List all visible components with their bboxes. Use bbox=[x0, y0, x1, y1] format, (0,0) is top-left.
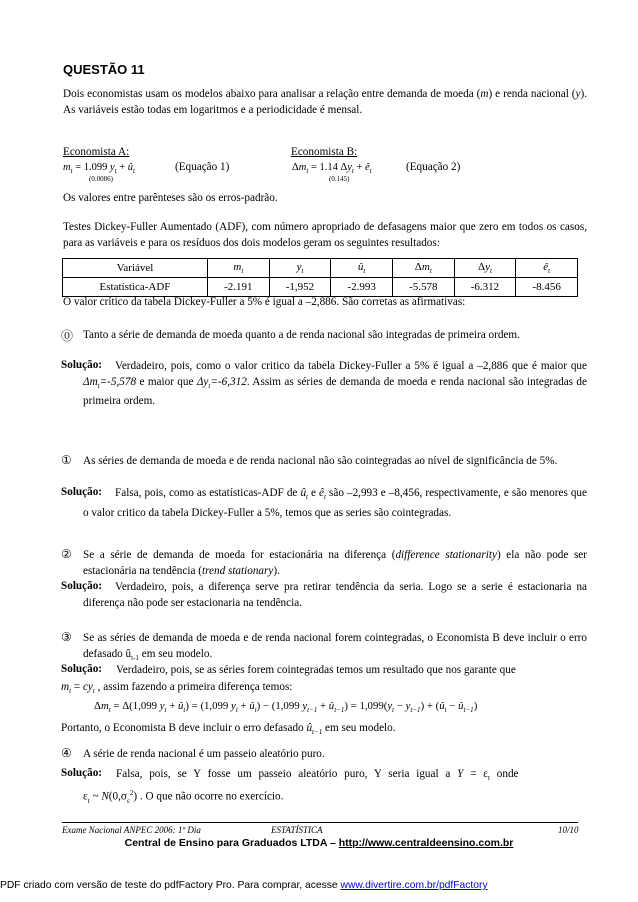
equation-1-tag: (Equação 1) bbox=[175, 161, 230, 173]
table-cell: Estatística-ADF bbox=[63, 278, 208, 297]
item-1-solution-label: Solução: bbox=[61, 486, 103, 498]
economist-a-label: Economista A: bbox=[63, 146, 130, 158]
item-4-solution: Falsa, pois, se Y fosse um passeio aleatório puro, Y seria igual a $Y = \varepsilon_t$ onde bbox=[116, 768, 519, 783]
intro-paragraph: Dois economistas usam os modelos abaixo para analisar a relação entre demanda de moeda (m) e renda nacional (y). As variáveis estão todas em logaritmos e a periodicidade é mensal. bbox=[63, 88, 588, 116]
pdf-purchase-link[interactable]: www.divertire.com.br/pdfFactory bbox=[340, 880, 488, 891]
item-0-solution-label: Solução: bbox=[61, 359, 103, 371]
footer-exam-name: Exame Nacional ANPEC 2006: 1º Dia bbox=[62, 825, 201, 835]
table-cell: -8.456 bbox=[516, 278, 578, 297]
item-3-equation: $\Delta m_t = \Delta(1,099$ $y_t$ + $û_t) = (1,099$ $y_t$ + $û_t) - (1,099$ $y_{t-1}$ + $û_{t-1}) = 1,099(y_t - y_{t-1})$ + ($û_t$ − $û_{t-1}$) bbox=[94, 700, 478, 715]
equation-1: $m_t = 1.099$ $y_t$ + $û_t$ bbox=[63, 162, 135, 176]
item-3-solution-line2: $m_t = cy_t$ , assim fazendo a primeira diferença temos: bbox=[61, 681, 293, 696]
question-title: QUESTÃO 11 bbox=[63, 62, 145, 77]
adf-table bbox=[62, 258, 578, 297]
item-3-solution-label: Solução: bbox=[61, 663, 103, 675]
table-row bbox=[63, 278, 578, 297]
item-2-solution: Verdadeiro, pois, a diferença serve pra retirar tendência da seria. Logo se a serie é estacionaria na diferença não pode ser estacionaria na tendência. bbox=[83, 581, 587, 609]
table-cell: -2.993 bbox=[331, 278, 393, 297]
table-header-row bbox=[63, 259, 578, 278]
se-note: Os valores entre parênteses são os erros-padrão. bbox=[63, 192, 278, 204]
footer-rule bbox=[62, 822, 578, 823]
footer-page-number: 10/10 bbox=[558, 825, 579, 835]
equation-2-tag: (Equação 2) bbox=[406, 161, 461, 173]
item-0-statement: Tanto a série de demanda de moeda quanto a de renda nacional são integradas de primeira ordem. bbox=[83, 329, 520, 341]
item-1-solution: Falsa, pois, como as estatísticas-ADF de $û_t$ e $ê_t$ são –2,993 e –8,456, respectivamente, e são menores que o valor critico da tabela Dickey-Fuller a 5%, temos que as series são cointegradas. bbox=[83, 487, 587, 519]
table-header-cell: $\Delta m_t$ bbox=[392, 259, 454, 278]
item-1-number: ① bbox=[61, 453, 72, 467]
table-header-cell: $ê_t$ bbox=[516, 259, 578, 278]
critical-value-text: O valor crítico da tabela Dickey-Fuller a 5% é igual a –2,886. São corretas as afirmativas: bbox=[63, 296, 466, 308]
table-header-cell: $\Delta y_t$ bbox=[454, 259, 516, 278]
item-4-solution-line2: $\varepsilon_t$ ~ $N(0,\sigma_\varepsilon^2)$ . O que não ocorre no exercício. bbox=[83, 789, 284, 805]
economist-b-label: Economista B: bbox=[291, 146, 358, 158]
table-cell: -2.191 bbox=[208, 278, 270, 297]
item-3-number: ③ bbox=[61, 630, 72, 644]
item-3-statement: Se as séries de demanda de moeda e de renda nacional forem cointegradas, o Economista B deve incluir o erro defasado $û_{t-1}$ em seu modelo. bbox=[83, 632, 587, 662]
footer-organization: Central de Ensino para Graduados LTDA – http://www.centraldeensino.com.br bbox=[124, 837, 514, 849]
item-1-statement: As séries de demanda de moeda e de renda nacional não são cointegradas ao nível de significância de 5%. bbox=[83, 455, 558, 467]
item-2-number: ② bbox=[61, 547, 72, 561]
equation-2: $\Delta m_t = 1.14$ $\Delta y_t$ + $ê_t$ bbox=[292, 162, 372, 176]
item-2-statement: Se a série de demanda de moeda for estacionária na diferença (difference stationarity) ela não pode ser estacionária na tendência (trend stationary). bbox=[83, 549, 588, 577]
footer-subject: ESTATÍSTICA bbox=[271, 825, 323, 835]
table-header-cell: $û_t$ bbox=[331, 259, 393, 278]
item-3-conclusion: Portanto, o Economista B deve incluir o erro defasado $û_{t-1}$ em seu modelo. bbox=[61, 722, 396, 737]
item-3-solution: Verdadeiro, pois, se as séries forem cointegradas temos um resultado que nos garante que bbox=[116, 664, 516, 676]
table-cell: -5.578 bbox=[392, 278, 454, 297]
item-4-number: ④ bbox=[61, 746, 72, 760]
table-cell: -6.312 bbox=[454, 278, 516, 297]
table-cell: -1,952 bbox=[269, 278, 331, 297]
item-0-solution: Verdadeiro, pois, como o valor critico da tabela Dickey-Fuller a 5% é igual a –2,886 que é maior que $\Delta m_t=-5,578$ e maior que $\Delta y_t=-6,312$. Assim as séries de demanda de moeda e renda nacional são integradas de primeira ordem. bbox=[83, 360, 587, 408]
table-header-cell: $m_t$ bbox=[208, 259, 270, 278]
pdf-trial-notice: PDF criado com versão de teste do pdfFactory Pro. Para comprar, acesse www.divertire.com.br/pdfFactory bbox=[0, 880, 488, 891]
item-2-solution-label: Solução: bbox=[61, 580, 103, 592]
table-header-cell: $y_t$ bbox=[269, 259, 331, 278]
equation-2-se: (0.145) bbox=[329, 175, 350, 183]
item-4-solution-label: Solução: bbox=[61, 767, 103, 779]
adf-intro: Testes Dickey-Fuller Aumentado (ADF), com número apropriado de defasagens maior que zero em todos os casos, para as variáveis e para os resíduos dos dois modelos geram os seguintes resultados: bbox=[63, 221, 587, 249]
table-header-cell: Variável bbox=[63, 259, 208, 278]
item-0-number: ⓪ bbox=[61, 329, 74, 343]
footer-link[interactable]: http://www.centraldeensino.com.br bbox=[338, 837, 514, 849]
item-4-statement: A série de renda nacional é um passeio aleatório puro. bbox=[83, 748, 325, 760]
equation-1-se: (0.0086) bbox=[89, 175, 113, 183]
